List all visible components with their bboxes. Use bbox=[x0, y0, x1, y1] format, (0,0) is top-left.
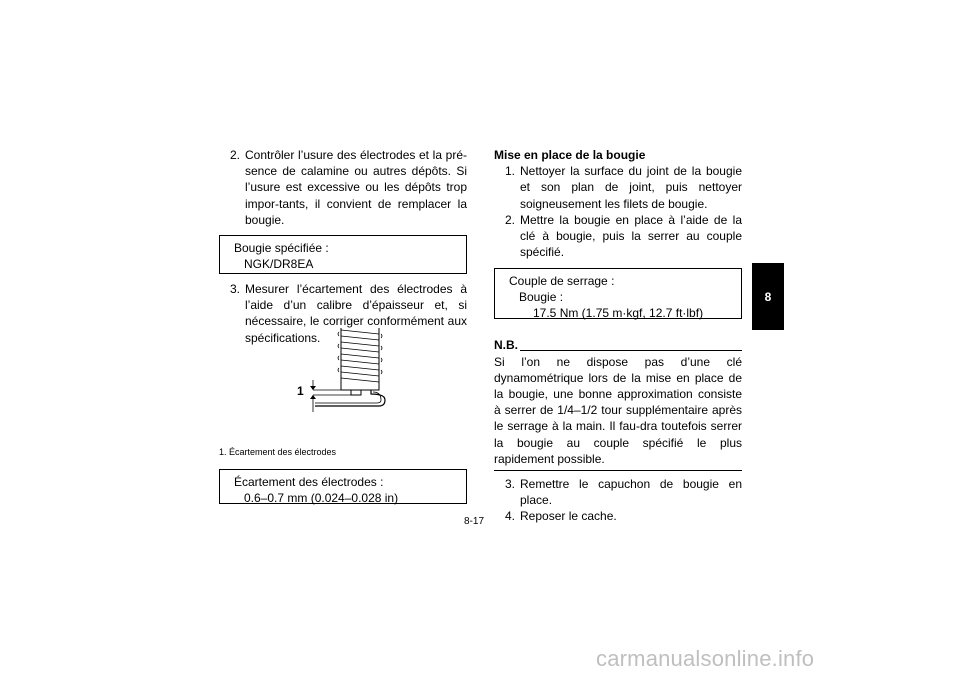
step-number: 3. bbox=[229, 282, 240, 297]
spec-label: Bougie spécifiée : bbox=[234, 241, 329, 256]
spec-label: Écartement des électrodes : bbox=[234, 475, 384, 489]
section-heading: Mise en place de la bougie bbox=[494, 148, 646, 162]
step-number: 3. bbox=[504, 477, 515, 492]
step-number: 2. bbox=[504, 212, 515, 227]
chapter-tab: 8 bbox=[752, 263, 784, 330]
figure-caption: 1. Écartement des électrodes bbox=[219, 447, 337, 457]
spec-sub-label: Bougie : bbox=[519, 290, 564, 305]
step-text: Remettre le capuchon de bougie en place. bbox=[520, 477, 742, 508]
step-number: 2. bbox=[229, 148, 240, 162]
right-column bbox=[494, 147, 742, 525]
spec-box-gap bbox=[219, 469, 467, 504]
spec-box-torque bbox=[494, 268, 742, 319]
step-3-right bbox=[494, 476, 742, 508]
step-4-right bbox=[494, 508, 742, 524]
step-text: Mettre la bougie en place à l’aide de la clé à bougie, puis la serrer au couple spécifié. bbox=[520, 212, 742, 260]
note-end-rule bbox=[494, 470, 742, 471]
step-text: Contrôler l’usure des électrodes et la pré-sence de calamine ou autres dépôts. Si l’usure est excessive ou les dépôts trop impor-tants, il convient de remplacer la bougie. bbox=[245, 148, 467, 227]
spec-box-plug bbox=[219, 235, 467, 274]
step-2-left bbox=[219, 147, 467, 228]
step-number: 1. bbox=[504, 164, 515, 179]
page-number: 8-17 bbox=[464, 516, 485, 527]
note-text: Si l’on ne dispose pas d’une clé dynamométrique lors de la mise en place de la bougie, une bonne approximation consiste à serrer de 1/4–1/2 tour supplémentaire après le serrage à la main. Il fau-dra toutefois serrer la bougie au couple spécifié le plus rapidement possible. bbox=[494, 354, 742, 466]
step-text: Mesurer l’écartement des électrodes à l’aide d’un calibre d’épaisseur et, si nécessaire, le corriger conformément aux spécifications. bbox=[245, 282, 467, 345]
note-header bbox=[494, 337, 742, 353]
spec-value: NGK/DR8EA bbox=[244, 257, 314, 272]
spec-label: Couple de serrage : bbox=[509, 274, 615, 289]
spec-value: 0.6–0.7 mm (0.024–0.028 in) bbox=[244, 491, 399, 505]
step-text: Reposer le cache. bbox=[520, 509, 617, 524]
spark-plug-illustration bbox=[295, 320, 405, 415]
watermark: carmanualsonline.info bbox=[596, 646, 815, 671]
figure-callout: 1 bbox=[297, 384, 304, 398]
left-column bbox=[219, 147, 467, 346]
step-2-right bbox=[494, 212, 742, 261]
step-text: Nettoyer la surface du joint de la bougie et son plan de joint, puis nettoyer soigneusement les filets de bougie. bbox=[520, 164, 742, 211]
step-number: 4. bbox=[504, 509, 515, 524]
spec-value: 17.5 Nm (1.75 m·kgf, 12.7 ft·lbf) bbox=[533, 306, 704, 321]
step-1-right bbox=[494, 163, 742, 212]
spark-plug-figure bbox=[295, 320, 405, 420]
note-title: N.B. bbox=[494, 338, 518, 353]
note-rule bbox=[520, 350, 742, 351]
